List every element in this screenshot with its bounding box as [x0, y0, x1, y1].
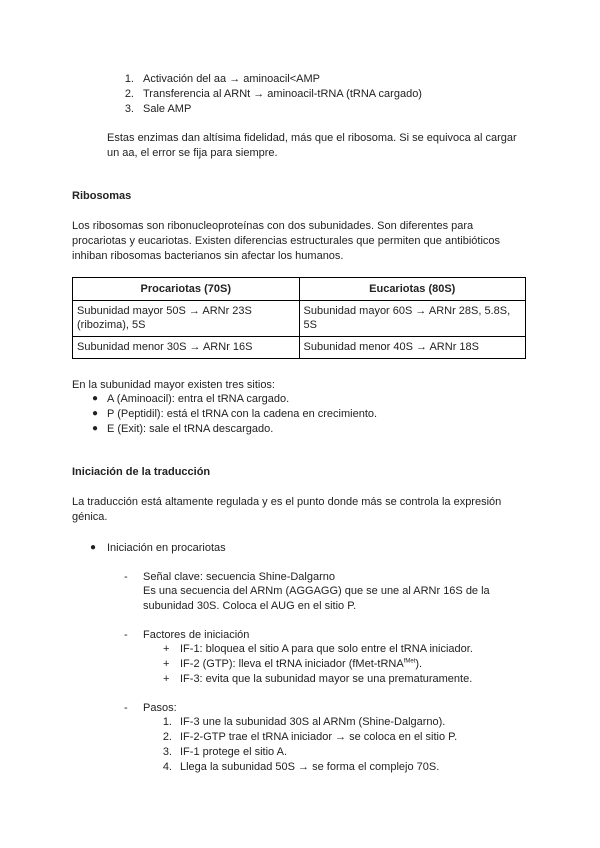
dash-icon: -	[124, 571, 128, 583]
paragraph-line: procariotas y eucariotas. Existen diferencias estructurales que permiten que antibióticos	[72, 235, 501, 247]
list-item	[180, 657, 422, 671]
plus-icon: +	[163, 658, 170, 670]
factors-title: Factores de iniciación	[143, 629, 250, 641]
paragraph-line: inhiban ribosomas bacterianos sin afectar los humanos.	[72, 250, 344, 262]
list-item: IF-2-GTP trae el tRNA iniciador → se coloca en el sitio P.	[180, 731, 458, 743]
table-header-row	[73, 278, 526, 301]
ribosome-comparison-table	[72, 277, 526, 359]
bullet-icon: ●	[90, 542, 97, 553]
bullet-icon: ●	[92, 423, 99, 434]
plus-icon: +	[163, 673, 170, 685]
list-number: 3.	[162, 746, 172, 758]
factor-text-close: ).	[415, 658, 423, 670]
list-number: 2.	[162, 731, 172, 743]
paragraph-line: génica.	[72, 511, 108, 523]
signal-title: Señal clave: secuencia Shine-Dalgarno	[143, 571, 336, 583]
list-item: P (Peptidil): está el tRNA con la cadena en crecimiento.	[107, 408, 378, 420]
list-item: A (Aminoacil): entra el tRNA cargado.	[107, 393, 290, 405]
factor-text: IF-2 (GTP): lleva el tRNA iniciador (fMet-tRNA	[180, 658, 404, 670]
paragraph-line: Es una secuencia del ARNm (AGGAGG) que se une al ARNr 16S de la	[143, 585, 490, 597]
bullet-icon: ●	[92, 393, 99, 404]
paragraph-line: Los ribosomas son ribonucleoproteínas con dos subunidades. Son diferentes para	[72, 220, 474, 232]
list-item: Sale AMP	[143, 103, 192, 115]
table-cell: Subunidad mayor 50S → ARNr 23S (ribozima), 5S	[73, 301, 300, 337]
paragraph-line: subunidad 30S. Coloca el AUG en el sitio P.	[143, 600, 357, 612]
list-item-prokaryote-initiation: Iniciación en procariotas	[107, 542, 226, 554]
list-item: IF-3: evita que la subunidad mayor se una prematuramente.	[180, 673, 473, 685]
list-number: 1.	[162, 716, 172, 728]
list-item: IF-3 une la subunidad 30S al ARNm (Shine-Dalgarno).	[180, 716, 446, 728]
column-header: Eucariotas (80S)	[299, 278, 526, 301]
sites-intro: En la subunidad mayor existen tres sitios:	[72, 379, 275, 391]
table-row	[73, 337, 526, 359]
bullet-icon: ●	[92, 408, 99, 419]
list-number: 4.	[162, 761, 172, 773]
paragraph-line: un aa, el error se fija para siempre.	[107, 147, 278, 159]
list-number: 1.	[124, 73, 134, 85]
fmet-superscript: fMet	[403, 658, 416, 665]
section-heading-iniciacion: Iniciación de la traducción	[72, 466, 211, 478]
table-cell: Subunidad menor 30S → ARNr 16S	[73, 337, 300, 359]
list-item: Activación del aa → aminoacil<AMP	[143, 73, 320, 85]
list-number: 3.	[124, 103, 134, 115]
section-heading-ribosomas: Ribosomas	[72, 190, 132, 202]
list-item: IF-1: bloquea el sitio A para que solo entre el tRNA iniciador.	[180, 643, 473, 655]
list-item: Llega la subunidad 50S → se forma el complejo 70S.	[180, 761, 440, 773]
dash-icon: -	[124, 629, 128, 641]
steps-title: Pasos:	[143, 702, 177, 714]
list-item: E (Exit): sale el tRNA descargado.	[107, 423, 274, 435]
list-item: IF-1 protege el sitio A.	[180, 746, 287, 758]
table-cell: Subunidad menor 40S → ARNr 18S	[299, 337, 526, 359]
list-item: Transferencia al ARNt → aminoacil-tRNA (tRNA cargado)	[143, 88, 422, 100]
list-number: 2.	[124, 88, 134, 100]
column-header: Procariotas (70S)	[73, 278, 300, 301]
plus-icon: +	[163, 643, 170, 655]
table-cell: Subunidad mayor 60S → ARNr 28S, 5.8S, 5S	[299, 301, 526, 337]
paragraph-line: La traducción está altamente regulada y es el punto donde más se controla la expresión	[72, 496, 502, 508]
dash-icon: -	[124, 702, 128, 714]
paragraph-line: Estas enzimas dan altísima fidelidad, más que el ribosoma. Si se equivoca al cargar	[107, 132, 517, 144]
table-row	[73, 301, 526, 337]
